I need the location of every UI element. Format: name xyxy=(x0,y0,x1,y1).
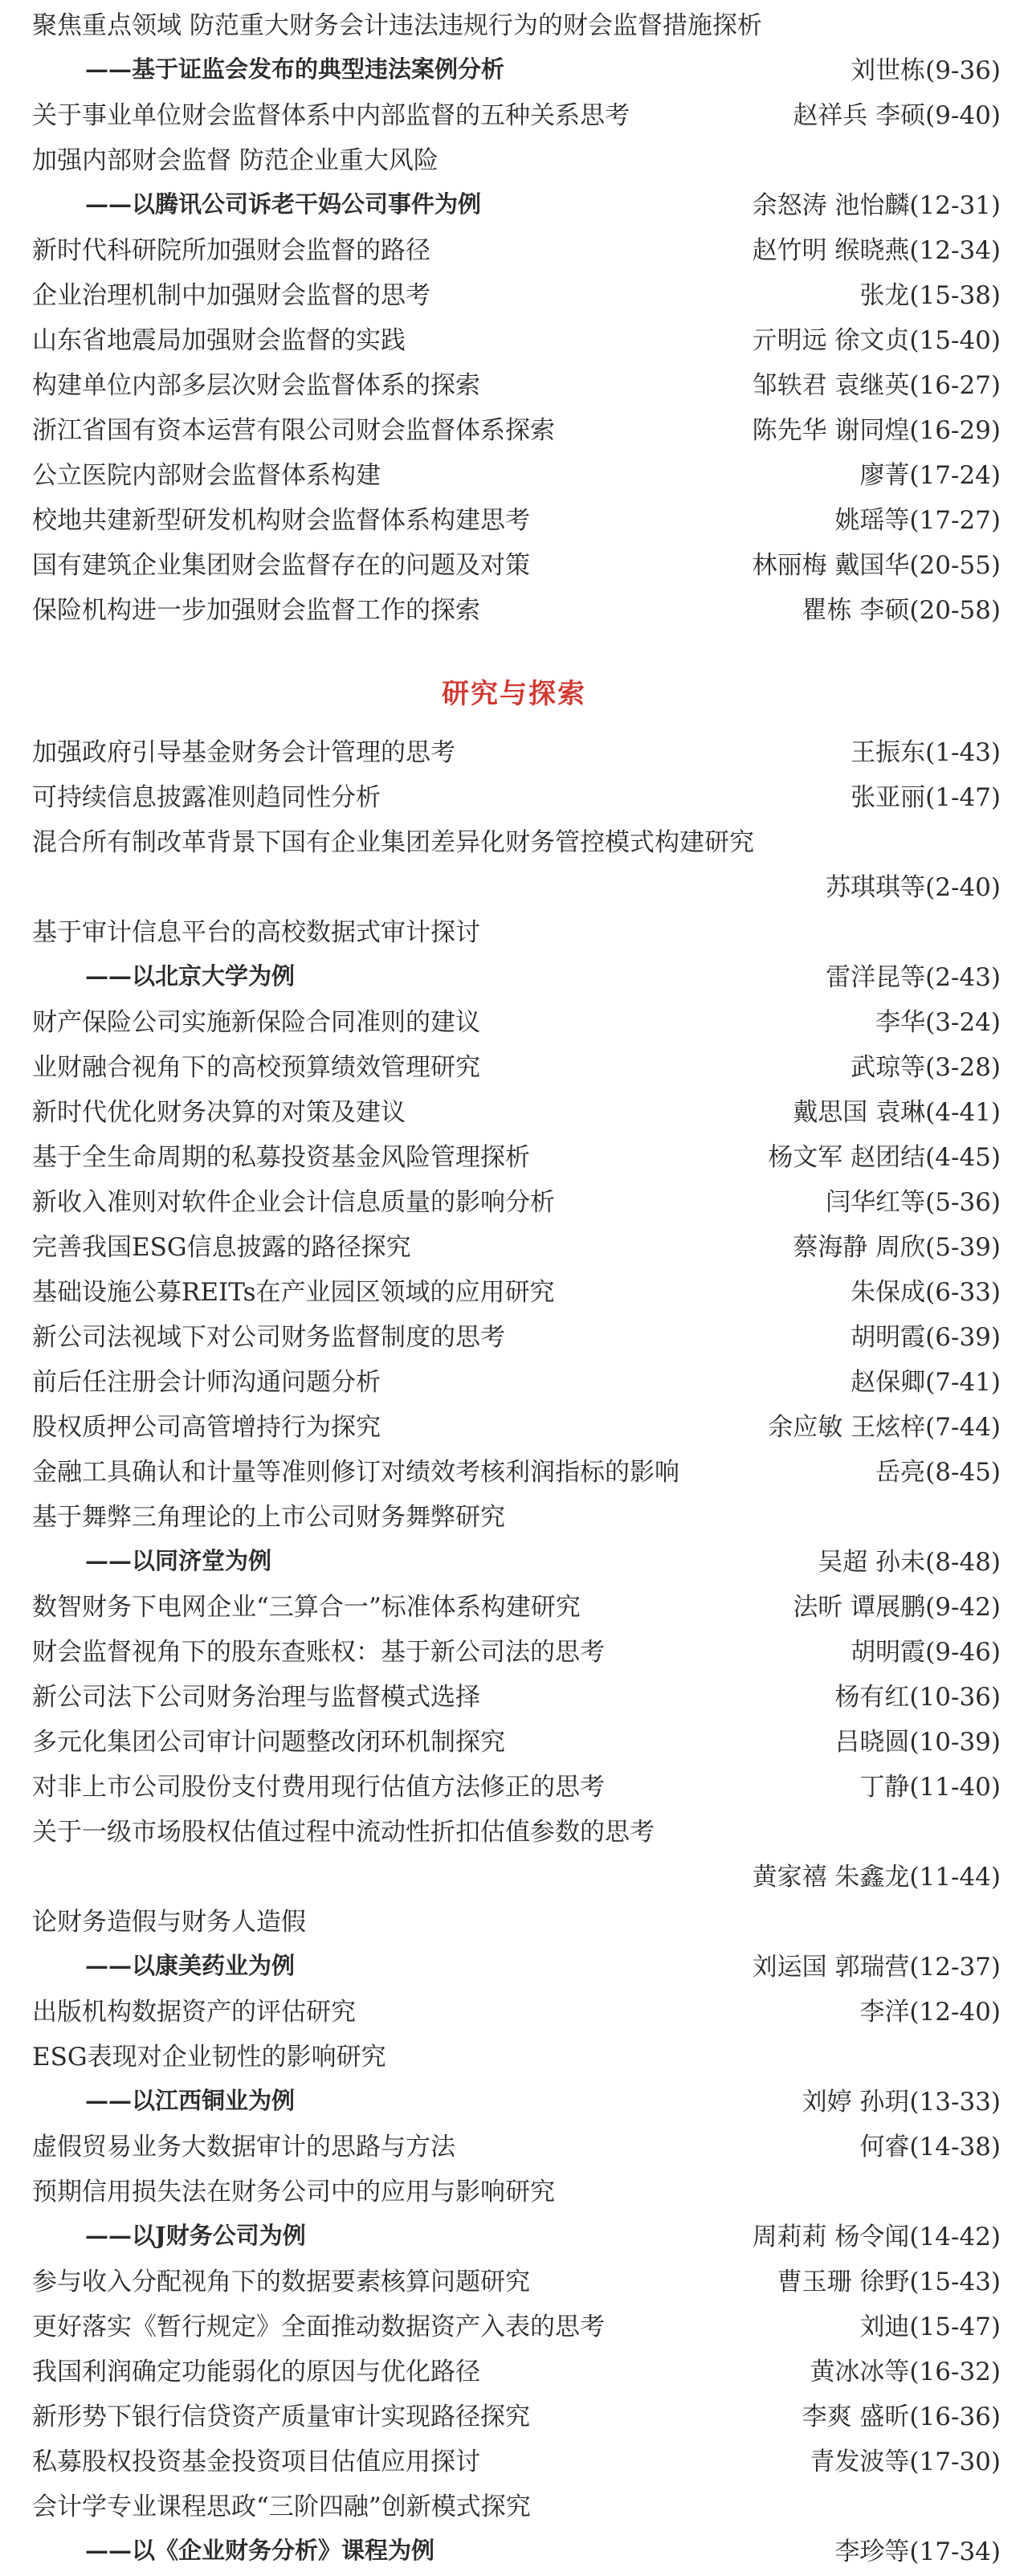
entry-author: 陈先华 谢同煌(16-29) xyxy=(752,415,1001,445)
entry-title: 我国利润确定功能弱化的原因与优化路径 xyxy=(32,2357,480,2386)
entry-title: 浙江省国有资本运营有限公司财会监督体系探索 xyxy=(32,415,555,445)
entry-author: 李爽 盛昕(16-36) xyxy=(802,2402,1001,2431)
entry-title: 财产保险公司实施新保险合同准则的建议 xyxy=(32,1007,480,1037)
index-entry xyxy=(0,1851,1028,1896)
index-entry xyxy=(0,952,1028,997)
entry-author: 余怒涛 池怡麟(12-31) xyxy=(752,190,1001,220)
entry-author: 雷洋昆等(2-43) xyxy=(826,962,1001,992)
entry-title: 多元化集团公司审计问题整改闭环机制探究 xyxy=(32,1727,505,1757)
index-entry xyxy=(0,1627,1028,1672)
index-entry xyxy=(0,1402,1028,1447)
entry-author: 赵竹明 缑晓燕(12-34) xyxy=(752,235,1001,265)
entry-title: 前后任注册会计师沟通问题分析 xyxy=(32,1367,381,1397)
entry-author: 刘运国 郭瑞营(12-37) xyxy=(752,1952,1001,1982)
entry-title: 新形势下银行信贷资产质量审计实现路径探究 xyxy=(32,2402,530,2431)
index-entry xyxy=(0,907,1028,952)
index-entry xyxy=(0,1672,1028,1717)
index-entry xyxy=(0,1537,1028,1582)
entry-subtitle: ——以江西铜业为例 xyxy=(85,2086,296,2114)
index-entry xyxy=(0,2301,1028,2346)
index-entry xyxy=(0,1762,1028,1806)
index-entry xyxy=(0,135,1028,180)
entry-title: 论财务造假与财务人造假 xyxy=(32,1907,306,1937)
entry-author: 王振东(1-43) xyxy=(851,737,1001,767)
entry-author: 李珍等(17-34) xyxy=(834,2537,1001,2566)
entry-title: 加强政府引导基金财务会计管理的思考 xyxy=(32,737,455,767)
entry-author: 法昕 谭展鹏(9-42) xyxy=(793,1592,1001,1622)
entry-title: 山东省地震局加强财会监督的实践 xyxy=(32,325,406,355)
index-entry xyxy=(0,180,1028,225)
index-entry xyxy=(0,2436,1028,2481)
entry-title: 新公司法视域下对公司财务监督制度的思考 xyxy=(32,1322,505,1352)
entry-title: 企业治理机制中加强财会监督的思考 xyxy=(32,280,430,310)
index-entry xyxy=(0,225,1028,270)
entry-author: 胡明霞(6-39) xyxy=(851,1322,1001,1352)
entry-subtitle: ——以J财务公司为例 xyxy=(85,2221,306,2249)
index-entry xyxy=(0,1492,1028,1537)
entry-author: 青发波等(17-30) xyxy=(810,2447,1001,2476)
entry-author: 胡明霞(9-46) xyxy=(851,1637,1001,1667)
entry-subtitle: ——以《企业财务分析》课程为例 xyxy=(85,2536,435,2564)
index-entry xyxy=(0,1896,1028,1941)
entry-title: 国有建筑企业集团财会监督存在的问题及对策 xyxy=(32,550,530,580)
index-entry xyxy=(0,862,1028,907)
entry-author: 蔡海静 周欣(5-39) xyxy=(793,1232,1001,1262)
entry-title: 更好落实《暂行规定》全面推动数据资产入表的思考 xyxy=(32,2312,605,2341)
index-entry xyxy=(0,817,1028,862)
entry-title: 基于舞弊三角理论的上市公司财务舞弊研究 xyxy=(32,1502,505,1532)
entry-title: 公立医院内部财会监督体系构建 xyxy=(32,460,381,490)
entry-title: 私募股权投资基金投资项目估值应用探讨 xyxy=(32,2447,480,2476)
entry-author: 周莉莉 杨令闻(14-42) xyxy=(752,2222,1001,2251)
entry-author: 刘迪(15-47) xyxy=(859,2312,1001,2341)
entry-title: 预期信用损失法在财务公司中的应用与影响研究 xyxy=(32,2177,555,2207)
entry-author: 刘世栋(9-36) xyxy=(851,55,1001,85)
index-entry xyxy=(0,1177,1028,1222)
index-entry xyxy=(0,0,1028,45)
section-heading: 研究与探索 xyxy=(442,678,586,710)
index-entry xyxy=(0,1312,1028,1357)
index-entry xyxy=(0,2211,1028,2256)
index-entry xyxy=(0,1582,1028,1627)
index-entry xyxy=(0,2481,1028,2526)
entry-title: 金融工具确认和计量等准则修订对绩效考核利润指标的影响 xyxy=(32,1457,679,1487)
index-entry xyxy=(0,1042,1028,1087)
entry-title: 新收入准则对软件企业会计信息质量的影响分析 xyxy=(32,1187,555,1217)
index-entry xyxy=(0,315,1028,360)
index-entry xyxy=(0,2346,1028,2391)
index-entry xyxy=(0,727,1028,772)
entry-title: 混合所有制改革背景下国有企业集团差异化财务管控模式构建研究 xyxy=(32,827,754,857)
index-entry xyxy=(0,2256,1028,2301)
entry-title: 校地共建新型研发机构财会监督体系构建思考 xyxy=(32,505,530,535)
entry-title: 基础设施公募REITs在产业园区领域的应用研究 xyxy=(32,1277,555,1307)
entry-author: 廖菁(17-24) xyxy=(859,460,1001,490)
entry-author: 林丽梅 戴国华(20-55) xyxy=(752,550,1001,580)
entry-author: 黄冰冰等(16-32) xyxy=(810,2357,1001,2386)
index-entry xyxy=(0,2166,1028,2211)
entry-author: 丁静(11-40) xyxy=(859,1772,1001,1802)
entry-author: 戴思国 袁琳(4-41) xyxy=(793,1097,1001,1127)
entry-title: 基于审计信息平台的高校数据式审计探讨 xyxy=(32,917,480,947)
entry-title: ESG表现对企业韧性的影响研究 xyxy=(32,2042,386,2072)
bottom-entry-list xyxy=(0,727,1028,2571)
entry-author: 李洋(12-40) xyxy=(859,1997,1001,2027)
entry-author: 赵祥兵 李硕(9-40) xyxy=(793,100,1001,130)
entry-author: 邹轶君 袁继英(16-27) xyxy=(752,370,1001,400)
entry-title: 关于事业单位财会监督体系中内部监督的五种关系思考 xyxy=(32,100,630,130)
entry-title: 基于全生命周期的私募投资基金风险管理探析 xyxy=(32,1142,530,1172)
index-entry xyxy=(0,405,1028,450)
index-entry xyxy=(0,1717,1028,1762)
entry-author: 杨有红(10-36) xyxy=(834,1682,1001,1712)
entry-title: 业财融合视角下的高校预算绩效管理研究 xyxy=(32,1052,480,1082)
top-entry-list xyxy=(0,0,1028,630)
index-entry xyxy=(0,1806,1028,1851)
entry-author: 吕晓圆(10-39) xyxy=(834,1727,1001,1757)
entry-title: 保险机构进一步加强财会监督工作的探索 xyxy=(32,595,480,625)
entry-author: 武琼等(3-28) xyxy=(851,1052,1001,1082)
entry-title: 数智财务下电网企业“三算合一”标准体系构建研究 xyxy=(32,1592,581,1622)
index-entry xyxy=(0,2031,1028,2076)
entry-title: 新公司法下公司财务治理与监督模式选择 xyxy=(32,1682,480,1712)
index-entry xyxy=(0,1357,1028,1402)
index-entry xyxy=(0,2526,1028,2571)
entry-author: 何睿(14-38) xyxy=(859,2132,1001,2162)
index-entry xyxy=(0,772,1028,817)
index-entry xyxy=(0,1447,1028,1492)
entry-author: 瞿栋 李硕(20-58) xyxy=(802,595,1001,625)
index-entry xyxy=(0,2391,1028,2436)
entry-title: 新时代优化财务决算的对策及建议 xyxy=(32,1097,406,1127)
entry-author: 苏琪琪等(2-40) xyxy=(826,872,1001,902)
entry-title: 关于一级市场股权估值过程中流动性折扣估值参数的思考 xyxy=(32,1817,655,1847)
entry-author: 姚瑶等(17-27) xyxy=(834,505,1001,535)
entry-title: 对非上市公司股份支付费用现行估值方法修正的思考 xyxy=(32,1772,605,1802)
index-entry xyxy=(0,1132,1028,1177)
entry-title: 新时代科研院所加强财会监督的路径 xyxy=(32,235,430,265)
entry-author: 闫华红等(5-36) xyxy=(826,1187,1001,1217)
entry-subtitle: ——以北京大学为例 xyxy=(85,961,296,990)
index-entry xyxy=(0,450,1028,495)
entry-title: 聚焦重点领域 防范重大财务会计违法违规行为的财会监督措施探析 xyxy=(32,10,762,40)
entry-author: 赵保卿(7-41) xyxy=(851,1367,1001,1397)
index-entry xyxy=(0,2076,1028,2121)
entry-author: 朱保成(6-33) xyxy=(851,1277,1001,1307)
entry-author: 黄家禧 朱鑫龙(11-44) xyxy=(752,1862,1001,1892)
entry-subtitle: ——以康美药业为例 xyxy=(85,1951,296,1979)
entry-title: 会计学专业课程思政“三阶四融”创新模式探究 xyxy=(32,2492,531,2521)
entry-title: 完善我国ESG信息披露的路径探究 xyxy=(32,1232,411,1262)
index-entry xyxy=(0,1087,1028,1132)
entry-author: 李华(3-24) xyxy=(875,1007,1001,1037)
entry-title: 加强内部财会监督 防范企业重大风险 xyxy=(32,145,439,175)
index-entry xyxy=(0,1941,1028,1986)
index-entry xyxy=(0,90,1028,135)
entry-author: 岳亮(8-45) xyxy=(875,1457,1001,1487)
index-entry xyxy=(0,360,1028,405)
entry-author: 余应敏 王炫梓(7-44) xyxy=(768,1412,1001,1442)
entry-author: 张亚丽(1-47) xyxy=(851,782,1001,812)
entry-author: 张龙(15-38) xyxy=(859,280,1001,310)
entry-title: 构建单位内部多层次财会监督体系的探索 xyxy=(32,370,480,400)
entry-author: 杨文军 赵团结(4-45) xyxy=(768,1142,1001,1172)
index-entry xyxy=(0,540,1028,585)
index-entry xyxy=(0,1267,1028,1312)
entry-author: 亓明远 徐文贞(15-40) xyxy=(752,325,1001,355)
entry-title: 出版机构数据资产的评估研究 xyxy=(32,1997,356,2027)
entry-author: 曹玉珊 徐野(15-43) xyxy=(777,2267,1001,2296)
entry-title: 参与收入分配视角下的数据要素核算问题研究 xyxy=(32,2267,530,2296)
entry-title: 股权质押公司高管增持行为探究 xyxy=(32,1412,381,1442)
index-entry xyxy=(0,1986,1028,2031)
entry-author: 刘婷 孙玥(13-33) xyxy=(802,2087,1001,2117)
entry-title: 财会监督视角下的股东查账权：基于新公司法的思考 xyxy=(32,1637,605,1667)
entry-author: 吴超 孙未(8-48) xyxy=(818,1547,1001,1577)
entry-title: 虚假贸易业务大数据审计的思路与方法 xyxy=(32,2132,455,2162)
entry-title: 可持续信息披露准则趋同性分析 xyxy=(32,782,381,812)
entry-subtitle: ——以腾讯公司诉老干妈公司事件为例 xyxy=(85,190,482,218)
entry-subtitle: ——基于证监会发布的典型违法案例分析 xyxy=(85,55,505,83)
index-entry xyxy=(0,997,1028,1042)
entry-subtitle: ——以同济堂为例 xyxy=(85,1546,272,1574)
index-entry xyxy=(0,45,1028,90)
index-entry xyxy=(0,495,1028,540)
index-entry xyxy=(0,270,1028,315)
index-entry xyxy=(0,585,1028,630)
index-entry xyxy=(0,2121,1028,2166)
index-entry xyxy=(0,1222,1028,1267)
